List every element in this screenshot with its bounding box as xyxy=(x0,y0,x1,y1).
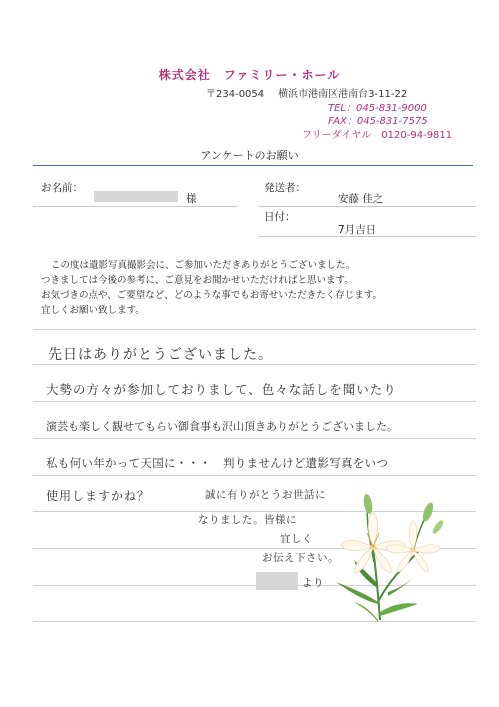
writing-line xyxy=(33,475,476,476)
writing-line xyxy=(33,401,476,402)
sender-underline xyxy=(258,206,476,207)
handwritten-line: 宜しく xyxy=(280,533,313,545)
name-suffix: 様 xyxy=(186,193,197,205)
date-underline xyxy=(258,236,476,237)
company-address-block xyxy=(206,88,476,142)
handwritten-line: 使用しますかね？ xyxy=(46,489,151,503)
writing-line xyxy=(33,438,476,439)
intro-line: この度は遺影写真撮影会に、ご参加いただきありがとうございました。 xyxy=(51,260,356,271)
title-divider xyxy=(33,165,473,166)
handwritten-line: 私も何い年かって天国に・・・ 判りませんけど遺影写真をいつ xyxy=(46,456,389,470)
fax-number: FAX：045-831-7575 xyxy=(328,116,428,127)
lily-flower-illustration xyxy=(318,492,448,622)
writing-line xyxy=(33,329,476,330)
name-label: お名前： xyxy=(41,182,83,194)
handwritten-line: 大勢の方々が参加しておりまして、色々な話しを聞いたり xyxy=(46,382,397,397)
intro-line: つきましては今後の参考に、ご意見をお聞かせいただければと思います。 xyxy=(41,275,354,286)
free-dial-number: フリーダイヤル 0120-94-9811 xyxy=(302,129,453,141)
intro-paragraph xyxy=(41,258,481,318)
handwritten-line: なりました。皆様に xyxy=(198,514,297,526)
redacted-signature xyxy=(256,572,298,590)
date-value: 7月吉日 xyxy=(338,224,377,236)
handwritten-line: より xyxy=(302,577,324,589)
handwritten-line: 演芸も楽しく観せてもらい御食事も沢山頂きありがとうございました。 xyxy=(46,420,398,433)
date-label: 日付： xyxy=(264,211,296,223)
handwritten-line: 誠に有りがとうお世話に xyxy=(205,489,326,501)
intro-line: 宜しくお願い致します。 xyxy=(41,305,145,316)
handwritten-line: お伝え下さい。 xyxy=(262,552,339,564)
sender-label: 発送者： xyxy=(264,182,306,194)
survey-title: アンケートのお願い xyxy=(200,149,299,162)
tel-number: TEL：045-831-9000 xyxy=(328,102,427,114)
company-name: 株式会社 ファミリー・ホール xyxy=(158,68,341,82)
redacted-name xyxy=(94,191,178,202)
postal-code: 〒234-0054 xyxy=(206,89,265,100)
intro-line: お気づきの点や、ご要望など、どのような事でもお寄せいただきたく存じます。 xyxy=(41,290,383,301)
name-underline xyxy=(33,206,238,207)
writing-line xyxy=(33,364,476,365)
sender-value: 安藤 佳之 xyxy=(338,193,384,205)
handwritten-line: 先日はありがとうございました。 xyxy=(48,347,273,363)
street-address: 横浜市港南区港南台3-11-22 xyxy=(278,89,408,100)
